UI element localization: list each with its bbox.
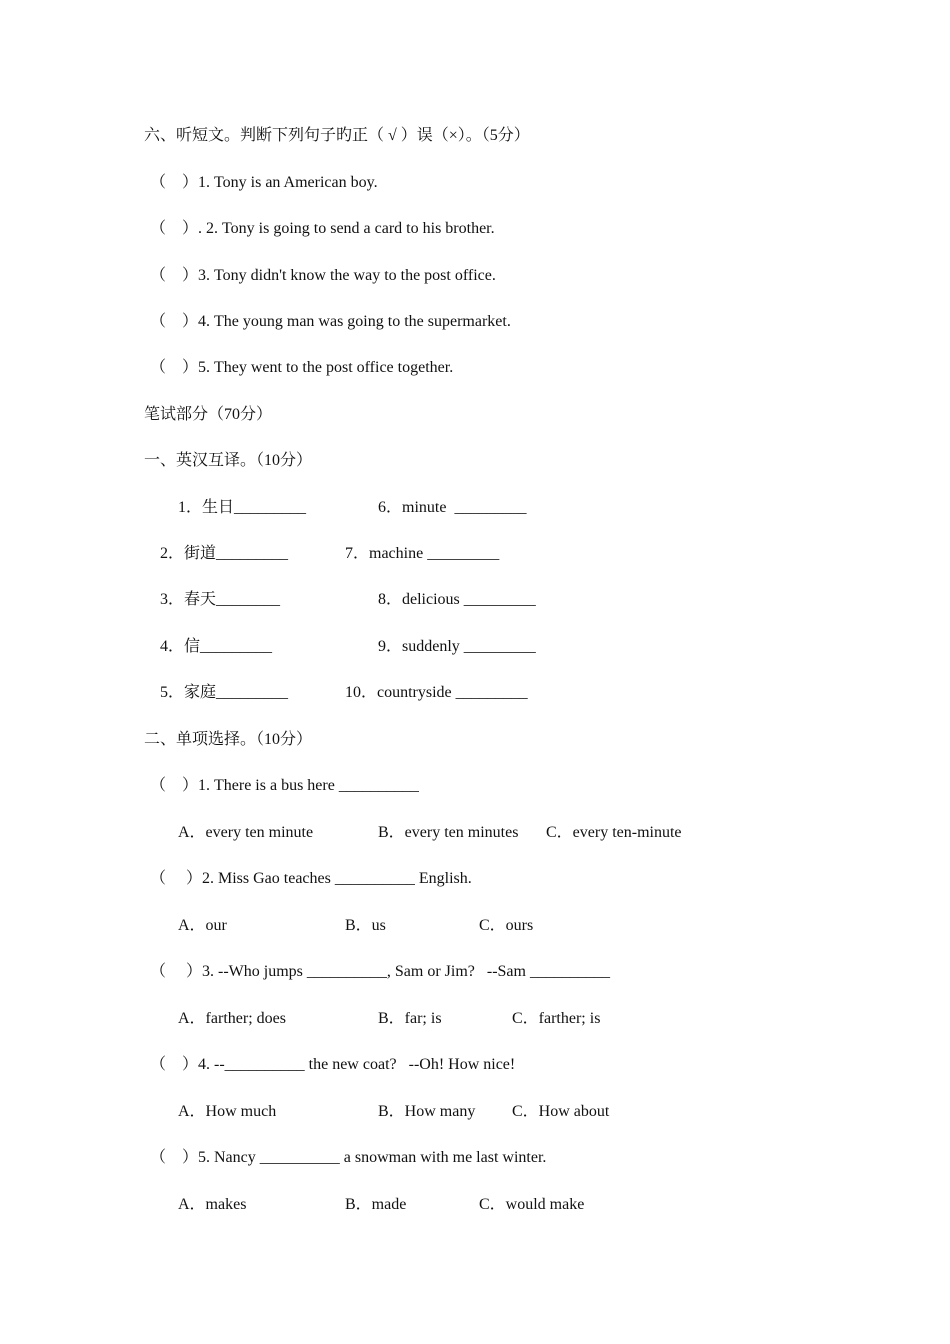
translation-item-5: 5．家庭_________ — [160, 684, 289, 701]
choice-question-5: （ ）5. Nancy __________ a snowman with me last winter. — [150, 1149, 547, 1166]
written-section-title: 笔试部分（70分） — [144, 406, 273, 423]
translation-item-3: 3．春天________ — [160, 591, 281, 608]
translation-item-6: 6．minute _________ — [378, 499, 527, 516]
q1-option-b: B．every ten minutes — [378, 824, 519, 841]
q4-option-a: A．How much — [178, 1103, 277, 1120]
q4-option-b: B．How many — [378, 1103, 476, 1120]
translation-item-2: 2．街道_________ — [160, 545, 289, 562]
q3-option-c: C．farther; is — [512, 1010, 601, 1027]
section6-title: 六、听短文。判断下列句子旳正（ √ ）误（×）。（5分） — [144, 127, 530, 144]
q5-option-a: A．makes — [178, 1196, 247, 1213]
q4-option-c: C．How about — [512, 1103, 610, 1120]
translation-item-4: 4．信_________ — [160, 638, 273, 655]
q1-option-a: A．every ten minute — [178, 824, 314, 841]
q5-option-b: B．made — [345, 1196, 407, 1213]
part2-title: 二、单项选择。（10分） — [144, 731, 313, 748]
listening-item-1: （ ）1. Tony is an American boy. — [150, 174, 378, 191]
q2-option-c: C．ours — [479, 917, 534, 934]
q2-option-b: B．us — [345, 917, 386, 934]
translation-item-1: 1．生日_________ — [178, 499, 307, 516]
q1-option-c: C．every ten-minute — [546, 824, 682, 841]
translation-item-8: 8．delicious _________ — [378, 591, 536, 608]
q3-option-b: B．far; is — [378, 1010, 442, 1027]
choice-question-1: （ ）1. There is a bus here __________ — [150, 777, 419, 794]
listening-item-5: （ ）5. They went to the post office together. — [150, 359, 454, 376]
listening-item-3: （ ）3. Tony didn't know the way to the post office. — [150, 267, 496, 284]
part1-title: 一、英汉互译。（10分） — [144, 452, 313, 469]
translation-item-7: 7．machine _________ — [345, 545, 500, 562]
listening-item-2: （ ）. 2. Tony is going to send a card to his brother. — [150, 220, 495, 237]
q3-option-a: A．farther; does — [178, 1010, 286, 1027]
translation-item-9: 9．suddenly _________ — [378, 638, 536, 655]
q5-option-c: C．would make — [479, 1196, 585, 1213]
q2-option-a: A．our — [178, 917, 227, 934]
listening-item-4: （ ）4. The young man was going to the supermarket. — [150, 313, 511, 330]
choice-question-4: （ ）4. --__________ the new coat? --Oh! How nice! — [150, 1056, 516, 1073]
choice-question-2: （ ）2. Miss Gao teaches __________ English. — [150, 870, 472, 887]
translation-item-10: 10．countryside _________ — [345, 684, 528, 701]
choice-question-3: （ ）3. --Who jumps __________, Sam or Jim? --Sam __________ — [150, 963, 610, 980]
